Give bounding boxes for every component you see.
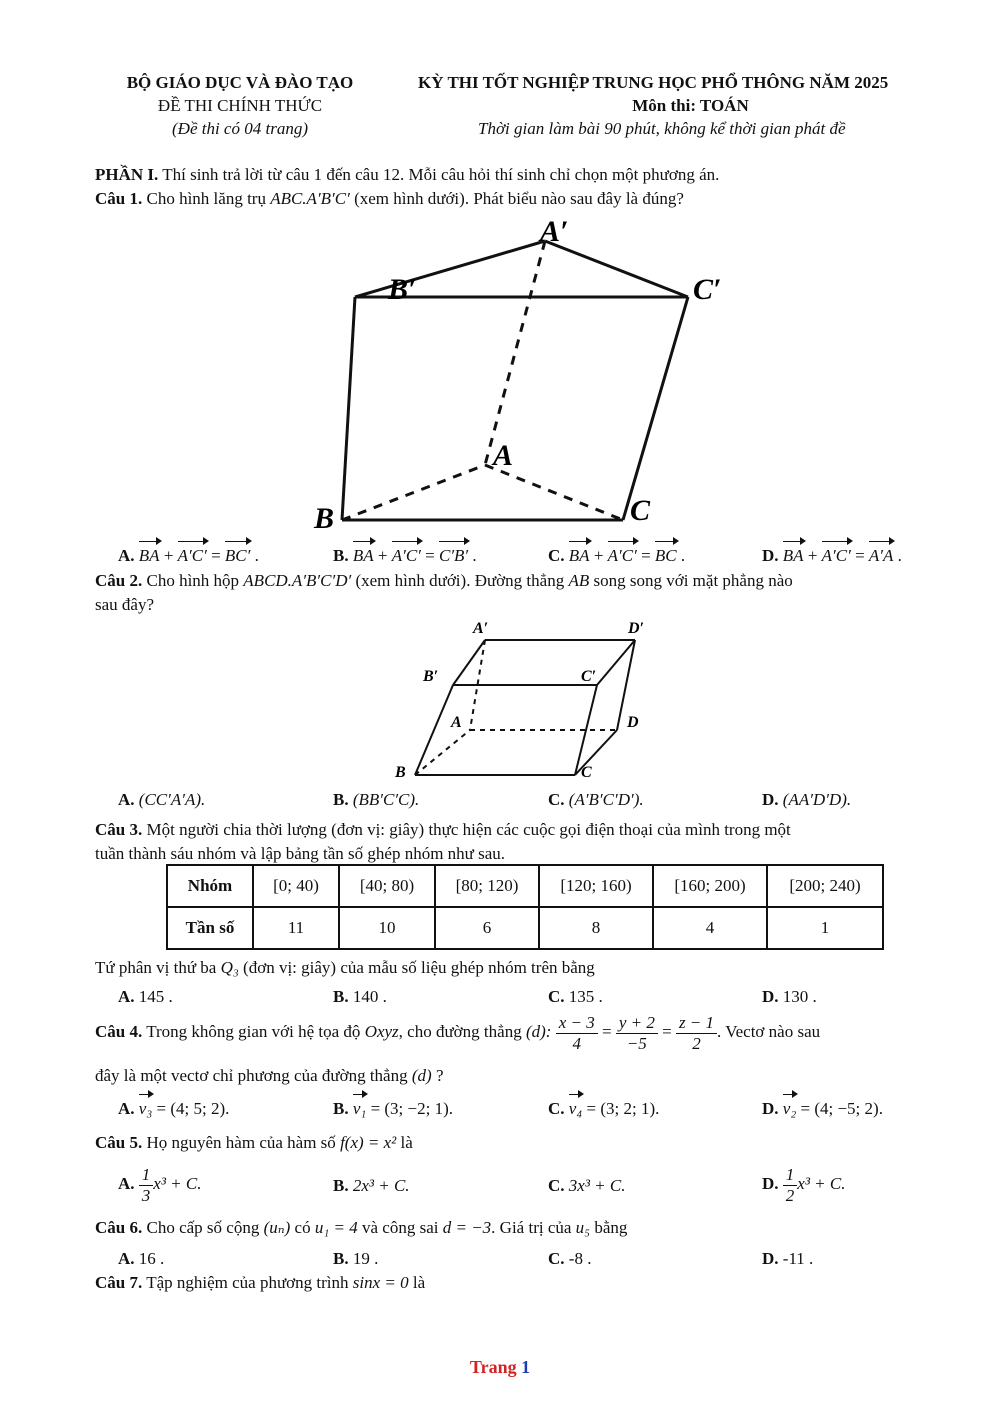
q3-option-c-label: C. bbox=[548, 987, 565, 1006]
q4-text-b: , cho đường thẳng bbox=[398, 1022, 522, 1041]
q5-option-c[interactable] bbox=[548, 1174, 625, 1198]
q4-option-a-value: = (4; 5; 2). bbox=[156, 1099, 230, 1118]
edge-b-a-hidden bbox=[342, 465, 485, 520]
q2-text-c: song song với mặt phẳng nào bbox=[593, 571, 793, 590]
q1-math: ABC.A′B′C′ bbox=[270, 189, 350, 208]
table-cell: 6 bbox=[435, 907, 539, 949]
vec-ba: BA bbox=[353, 544, 374, 568]
vec-ba: BA bbox=[783, 544, 804, 568]
coefficient-num: 1 bbox=[783, 1165, 798, 1186]
page-number: 1 bbox=[521, 1357, 531, 1377]
q3-stem-cont: tuần thành sáu nhóm và lập bảng tần số ghép nhóm như sau. bbox=[95, 844, 506, 863]
q3-option-c[interactable] bbox=[548, 985, 603, 1009]
q4-text-e: ? bbox=[435, 1066, 444, 1085]
q6-option-a[interactable] bbox=[118, 1247, 164, 1271]
q3-option-d-value: 130 . bbox=[782, 987, 817, 1006]
frequency-table bbox=[166, 864, 884, 950]
q6-option-c[interactable] bbox=[548, 1247, 591, 1271]
q6-math4: u₅ bbox=[575, 1218, 591, 1237]
q5-option-b[interactable] bbox=[333, 1174, 410, 1198]
q2-math: ABCD.A′B′C′D′ bbox=[243, 571, 352, 590]
q6-option-a-value: 16 . bbox=[138, 1249, 165, 1268]
edge-dprime-cprime bbox=[597, 640, 635, 685]
q6-option-b-value: 19 . bbox=[352, 1249, 379, 1268]
q3-option-b-value: 140 . bbox=[352, 987, 387, 1006]
q3-option-b-label: B. bbox=[333, 987, 349, 1006]
q4-text-a: Trong không gian với hệ tọa độ bbox=[146, 1022, 361, 1041]
q1-option-d-label: D. bbox=[762, 546, 779, 565]
label-bprime: B′ bbox=[423, 668, 439, 685]
table-cell: [200; 240) bbox=[767, 865, 883, 907]
fraction-x bbox=[556, 1013, 598, 1054]
edge-aprime-cprime bbox=[545, 241, 688, 297]
q6-stem bbox=[95, 1216, 627, 1240]
label-aprime: A′ bbox=[540, 215, 569, 248]
q3-option-a-value: 145 . bbox=[138, 987, 173, 1006]
q4-option-a-label: A. bbox=[118, 1099, 135, 1118]
fraction-z bbox=[676, 1013, 717, 1054]
q1-option-b[interactable]: B. BA + A′C′ = C′B′ . bbox=[333, 544, 477, 568]
q4-stem-cont bbox=[95, 1064, 443, 1088]
page-footer bbox=[0, 1357, 1000, 1378]
q6-option-a-label: A. bbox=[118, 1249, 135, 1268]
q7-text-b: là bbox=[412, 1273, 426, 1292]
label-c: C bbox=[630, 494, 651, 527]
q2-option-c-value: (A′B′C′D′). bbox=[568, 790, 644, 809]
q5-option-a-value: x³ + C. bbox=[153, 1174, 202, 1193]
q4-math2: (d) bbox=[411, 1066, 432, 1085]
q2-stem-cont: sau đây? bbox=[95, 595, 155, 614]
q1-stem bbox=[95, 187, 684, 211]
part1-label: PHẦN I. bbox=[95, 165, 159, 184]
q2-option-d[interactable] bbox=[762, 788, 851, 812]
q5-label: Câu 5. bbox=[95, 1133, 143, 1152]
q1-label: Câu 1. bbox=[95, 189, 143, 208]
q2-option-b-value: (BB′C′C). bbox=[352, 790, 420, 809]
label-c: C bbox=[581, 764, 592, 781]
q2-option-b[interactable] bbox=[333, 788, 419, 812]
q6-option-c-value: -8 . bbox=[568, 1249, 592, 1268]
q4-option-b-label: B. bbox=[333, 1099, 349, 1118]
q6-text-c: và công sai bbox=[361, 1218, 439, 1237]
label-aprime: A′ bbox=[473, 620, 489, 637]
q5-option-a[interactable] bbox=[118, 1162, 201, 1206]
q3-option-c-value: 135 . bbox=[568, 987, 603, 1006]
q3-text-c: Tứ phân vị thứ ba bbox=[95, 958, 217, 977]
q1-option-a-label: A. bbox=[118, 546, 135, 565]
q4-option-a[interactable] bbox=[118, 1097, 229, 1121]
q7-label: Câu 7. bbox=[95, 1273, 143, 1292]
q3-text-a: Một người chia thời lượng (đơn vị: giây) thực hiện các cuộc gọi điện thoại của mình trong một bbox=[146, 820, 791, 839]
edge-b-bprime bbox=[342, 297, 355, 520]
q4-option-b[interactable] bbox=[333, 1097, 453, 1121]
q6-option-b[interactable] bbox=[333, 1247, 378, 1271]
q4-option-c[interactable] bbox=[548, 1097, 659, 1121]
q6-option-d-label: D. bbox=[762, 1249, 779, 1268]
vector-symbol: v₂ bbox=[783, 1097, 796, 1121]
label-b: B bbox=[314, 502, 335, 535]
q2-option-d-value: (AA′D′D). bbox=[782, 790, 852, 809]
official-label: ĐỀ THI CHÍNH THỨC bbox=[157, 96, 323, 115]
table-cell: [160; 200) bbox=[653, 865, 767, 907]
label-cprime: C′ bbox=[581, 668, 597, 685]
vec-rhs: BC bbox=[655, 544, 677, 568]
q1-option-b-label: B. bbox=[333, 546, 349, 565]
q6-math3: d = −3 bbox=[442, 1218, 492, 1237]
coefficient-fraction bbox=[783, 1165, 798, 1206]
edge-b-a-hidden bbox=[415, 730, 470, 775]
table-header-frequency: Tần số bbox=[167, 907, 253, 949]
coefficient-fraction bbox=[139, 1165, 154, 1206]
q6-text-e: bằng bbox=[594, 1218, 628, 1237]
exam-subject: Môn thi: TOÁN bbox=[632, 96, 749, 115]
q1-option-a[interactable]: A. BA + A′C′ = BC′ . bbox=[118, 544, 259, 568]
edge-bprime-aprime bbox=[453, 640, 485, 685]
fraction-y bbox=[616, 1013, 658, 1054]
vec-aprime-cprime: A′C′ bbox=[822, 544, 851, 568]
q3-text-d: (đơn vị: giây) của mẫu số liệu ghép nhóm trên bằng bbox=[243, 958, 595, 977]
q1-option-c[interactable]: C. BA + A′C′ = BC . bbox=[548, 544, 685, 568]
edge-a-aprime-hidden bbox=[485, 241, 545, 465]
edge-a-c-hidden bbox=[485, 465, 623, 520]
coefficient-den: 2 bbox=[785, 1185, 795, 1205]
q2-option-a[interactable] bbox=[118, 788, 205, 812]
table-cell: [40; 80) bbox=[339, 865, 435, 907]
label-a: A bbox=[493, 439, 514, 472]
q2-label: Câu 2. bbox=[95, 571, 143, 590]
label-a: A bbox=[451, 714, 462, 731]
edge-c-cprime bbox=[623, 297, 688, 520]
q1-text-b: (xem hình dưới). Phát biểu nào sau đây là đúng? bbox=[354, 189, 684, 208]
table-row bbox=[167, 907, 883, 949]
q2-stem bbox=[95, 569, 793, 593]
q5-option-b-label: B. bbox=[333, 1176, 349, 1195]
table-cell: 8 bbox=[539, 907, 653, 949]
q2-math2: AB bbox=[568, 571, 590, 590]
vec-aprime-cprime: A′C′ bbox=[178, 544, 207, 568]
q4-option-b-value: = (3; −2; 1). bbox=[370, 1099, 454, 1118]
fraction-y-num: y + 2 bbox=[616, 1013, 658, 1034]
q1-text-a: Cho hình lăng trụ bbox=[146, 189, 266, 208]
vec-aprime-cprime: A′C′ bbox=[608, 544, 637, 568]
vec-rhs: BC′ bbox=[225, 544, 250, 568]
q6-label: Câu 6. bbox=[95, 1218, 143, 1237]
q4-text-c: . Vectơ nào sau bbox=[717, 1022, 821, 1041]
vector-symbol: v₃ bbox=[139, 1097, 152, 1121]
label-d: D bbox=[627, 714, 639, 731]
q4-stem: Câu 4. Trong không gian với hệ tọa độ Oxyz, cho đường thẳng (d): $\frac{x - 3}{4}$ = $\frac{y + 2}{-5}$ = $\frac{z - 1}{2}$ . Vectơ nào sau bbox=[95, 1012, 821, 1053]
q6-math2: u₁ = 4 bbox=[314, 1218, 358, 1237]
table-cell: [0; 40) bbox=[253, 865, 339, 907]
q3-option-b[interactable] bbox=[333, 985, 387, 1009]
q3-stem bbox=[95, 818, 791, 842]
part1-instruction bbox=[95, 163, 719, 187]
pages-note: (Đề thi có 04 trang) bbox=[172, 119, 308, 138]
q5-math: f(x) = x² bbox=[340, 1133, 397, 1152]
q3-math: Q₃ bbox=[220, 958, 239, 977]
q5-option-c-label: C. bbox=[548, 1176, 565, 1195]
q4-text-d: đây là một vectơ chỉ phương của đường thẳng bbox=[95, 1066, 408, 1085]
edge-bprime-aprime bbox=[355, 241, 545, 297]
table-cell: [80; 120) bbox=[435, 865, 539, 907]
exam-title: KỲ THI TỐT NGHIỆP TRUNG HỌC PHỔ THÔNG NĂM 2025 bbox=[418, 73, 889, 92]
table-cell: 10 bbox=[339, 907, 435, 949]
q6-option-b-label: B. bbox=[333, 1249, 349, 1268]
q5-option-c-value: 3x³ + C. bbox=[568, 1176, 626, 1195]
vector-symbol: v₁ bbox=[353, 1097, 366, 1121]
table-cell: 11 bbox=[253, 907, 339, 949]
coefficient-den: 3 bbox=[141, 1185, 151, 1205]
table-row bbox=[167, 865, 883, 907]
q4-math: Oxyz bbox=[364, 1022, 399, 1041]
q5-option-d[interactable] bbox=[762, 1162, 845, 1206]
q2-text-a: Cho hình hộp bbox=[146, 571, 240, 590]
q2-option-d-label: D. bbox=[762, 790, 779, 809]
q3-option-d-label: D. bbox=[762, 987, 779, 1006]
q4-option-c-label: C. bbox=[548, 1099, 565, 1118]
vec-ba: BA bbox=[569, 544, 590, 568]
vec-ba: BA bbox=[139, 544, 160, 568]
table-cell: [120; 160) bbox=[539, 865, 653, 907]
coefficient-num: 1 bbox=[139, 1165, 154, 1186]
q2-option-a-value: (CC′A′A). bbox=[138, 790, 206, 809]
q3-label: Câu 3. bbox=[95, 820, 143, 839]
q4-option-d[interactable] bbox=[762, 1097, 883, 1121]
q5-text-a: Họ nguyên hàm của hàm số bbox=[146, 1133, 336, 1152]
q2-text-b: (xem hình dưới). Đường thẳng bbox=[355, 571, 565, 590]
table-cell: 1 bbox=[767, 907, 883, 949]
q6-text-b: có bbox=[294, 1218, 311, 1237]
vec-aprime-cprime: A′C′ bbox=[392, 544, 421, 568]
q5-option-d-value: x³ + C. bbox=[797, 1174, 846, 1193]
table-header-group: Nhóm bbox=[167, 865, 253, 907]
vec-rhs: C′B′ bbox=[439, 544, 468, 568]
q6-option-d[interactable] bbox=[762, 1247, 813, 1271]
label-dprime: D′ bbox=[628, 620, 645, 637]
q3-question bbox=[95, 956, 595, 980]
fraction-x-den: 4 bbox=[572, 1033, 581, 1053]
vec-rhs: A′A bbox=[869, 544, 894, 568]
part1-text: Thí sinh trả lời từ câu 1 đến câu 12. Mỗi câu hỏi thí sinh chỉ chọn một phương án. bbox=[162, 165, 720, 184]
q6-option-d-value: -11 . bbox=[782, 1249, 814, 1268]
q1-option-d[interactable]: D. BA + A′C′ = A′A . bbox=[762, 544, 902, 568]
label-cprime: C′ bbox=[693, 273, 722, 306]
q5-option-d-label: D. bbox=[762, 1174, 779, 1193]
q3-option-d[interactable] bbox=[762, 985, 817, 1009]
exam-time-note: Thời gian làm bài 90 phút, không kể thời gian phát đề bbox=[478, 119, 846, 138]
q6-text-a: Cho cấp số cộng bbox=[146, 1218, 260, 1237]
fraction-x-num: x − 3 bbox=[556, 1013, 598, 1034]
q4-line-name: (d): bbox=[525, 1022, 552, 1041]
q6-text-d: . Giá trị của bbox=[491, 1218, 572, 1237]
q3-option-a-label: A. bbox=[118, 987, 135, 1006]
box-figure bbox=[385, 615, 675, 785]
q2-option-b-label: B. bbox=[333, 790, 349, 809]
prism-figure bbox=[300, 215, 760, 535]
q4-option-d-value: = (4; −5; 2). bbox=[800, 1099, 883, 1118]
q5-option-a-label: A. bbox=[118, 1174, 135, 1193]
fraction-y-den: −5 bbox=[626, 1033, 647, 1053]
q7-text-a: Tập nghiệm của phương trình bbox=[146, 1273, 349, 1292]
q1-option-c-label: C. bbox=[548, 546, 565, 565]
q3-option-a[interactable] bbox=[118, 985, 173, 1009]
page-label: Trang bbox=[469, 1357, 517, 1377]
q5-text-b: là bbox=[400, 1133, 413, 1152]
q5-stem bbox=[95, 1131, 413, 1155]
q6-math: (uₙ) bbox=[263, 1218, 291, 1237]
q2-option-c-label: C. bbox=[548, 790, 565, 809]
fraction-z-num: z − 1 bbox=[676, 1013, 717, 1034]
q5-option-b-value: 2x³ + C. bbox=[352, 1176, 410, 1195]
fraction-z-den: 2 bbox=[692, 1033, 701, 1053]
q2-option-a-label: A. bbox=[118, 790, 135, 809]
edge-b-bprime bbox=[415, 685, 453, 775]
table-cell: 4 bbox=[653, 907, 767, 949]
q4-label: Câu 4. bbox=[95, 1022, 143, 1041]
q4-option-d-label: D. bbox=[762, 1099, 779, 1118]
label-bprime: B′ bbox=[388, 273, 417, 306]
q7-stem bbox=[95, 1271, 425, 1295]
label-b: B bbox=[395, 764, 406, 781]
q7-math: sinx = 0 bbox=[352, 1273, 409, 1292]
q6-option-c-label: C. bbox=[548, 1249, 565, 1268]
q2-option-c[interactable] bbox=[548, 788, 644, 812]
vector-symbol: v₄ bbox=[569, 1097, 582, 1121]
q4-option-c-value: = (3; 2; 1). bbox=[586, 1099, 660, 1118]
ministry-name: BỘ GIÁO DỤC VÀ ĐÀO TẠO bbox=[126, 73, 354, 92]
